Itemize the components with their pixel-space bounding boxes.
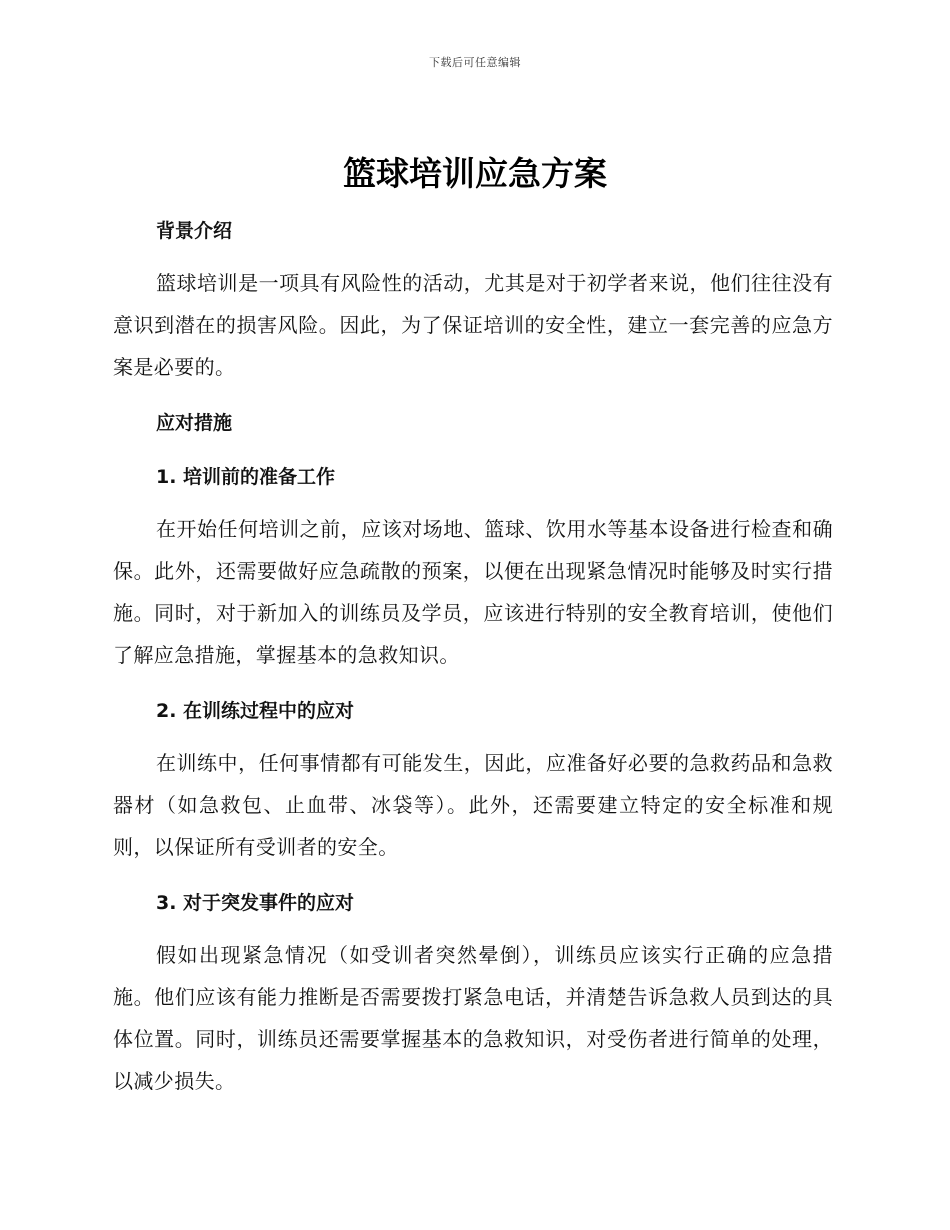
header-note: 下载后可任意编辑 bbox=[429, 56, 521, 69]
document-body bbox=[113, 200, 833, 1102]
subsection-heading-during-training: 2. 在训练过程中的应对 bbox=[156, 700, 355, 722]
paragraph-preparation: 在开始任何培训之前，应该对场地、篮球、饮用水等基本设备进行检查和确保。此外，还需要做好应急疏散的预案，以便在出现紧急情况时能够及时实行措施。同时，对于新加入的训练员及学员，应该进行特别的安全教育培训，使他们了解应急措施，掌握基本的急救知识。 bbox=[113, 517, 833, 667]
document-title: 篮球培训应急方案 bbox=[343, 154, 607, 193]
subsection-heading-emergencies: 3. 对于突发事件的应对 bbox=[156, 892, 355, 914]
paragraph-during-training: 在训练中，任何事情都有可能发生，因此，应准备好必要的急救药品和急救器材（如急救包、止血带、冰袋等）。此外，还需要建立特定的安全标准和规则，以保证所有受训者的安全。 bbox=[113, 751, 833, 859]
section-heading-measures: 应对措施 bbox=[156, 412, 233, 434]
paragraph-background: 篮球培训是一项具有风险性的活动，尤其是对于初学者来说，他们往往没有意识到潜在的损害风险。因此，为了保证培训的安全性，建立一套完善的应急方案是必要的。 bbox=[113, 271, 833, 379]
subsection-heading-preparation: 1. 培训前的准备工作 bbox=[156, 466, 336, 488]
section-heading-background: 背景介绍 bbox=[156, 220, 233, 242]
paragraph-emergencies: 假如出现紧急情况（如受训者突然晕倒），训练员应该实行正确的应急措施。他们应该有能力推断是否需要拨打紧急电话，并清楚告诉急救人员到达的具体位置。同时，训练员还需要掌握基本的急救知识，对受伤者进行简单的处理，以减少损失。 bbox=[113, 943, 833, 1093]
